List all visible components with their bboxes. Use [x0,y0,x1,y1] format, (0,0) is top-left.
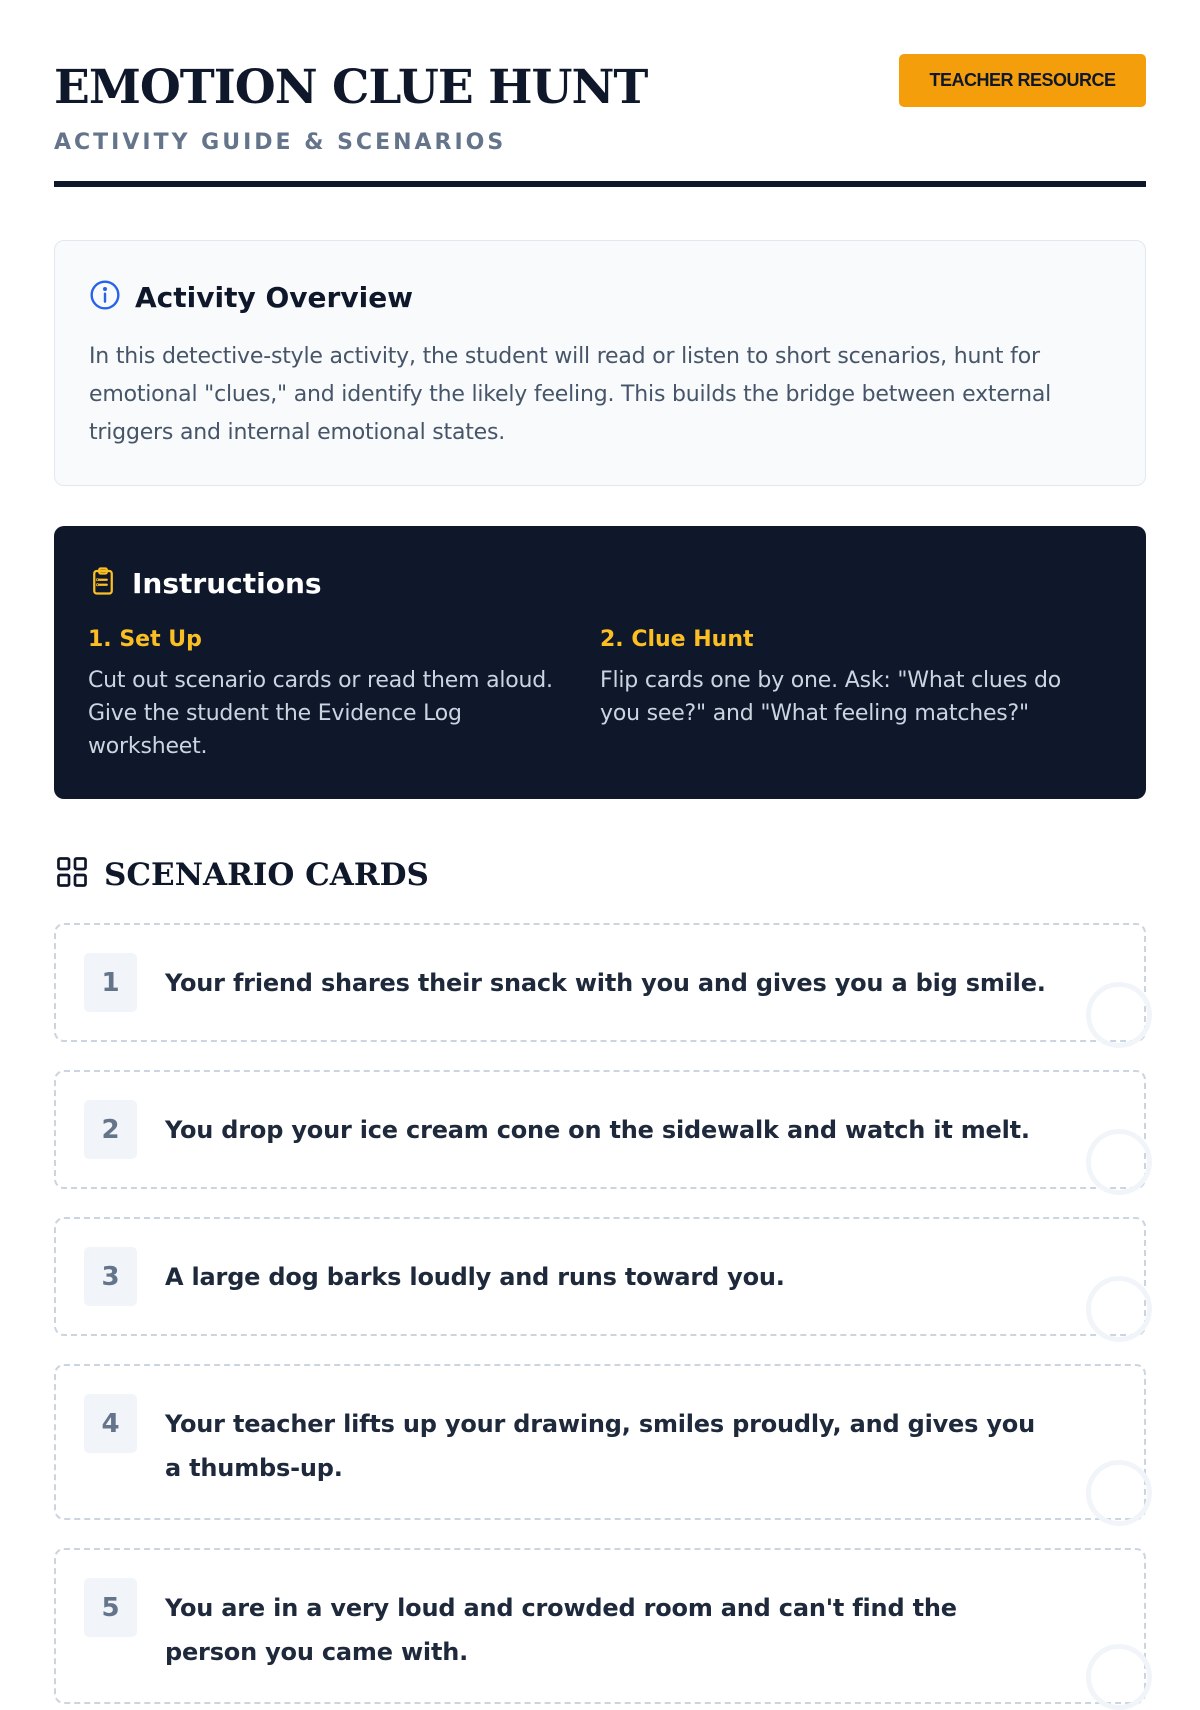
scenario-text: A large dog barks loudly and runs toward you. [165,1263,785,1291]
instructions-card [54,526,1146,799]
instructions-heading: Instructions [132,567,322,600]
scenario-card[interactable] [54,1217,1146,1336]
scenario-number: 1 [84,953,137,1012]
overview-heading: Activity Overview [135,281,414,314]
grid-icon [54,854,90,895]
activity-overview-card [54,240,1146,486]
step-title: 1. Set Up [88,627,202,652]
scenario-text: Your teacher lifts up your drawing, smiles proudly, and gives you a thumbs-up. [165,1410,1035,1482]
scenario-text: You drop your ice cream cone on the sidewalk and watch it melt. [165,1116,1030,1144]
scenario-number: 5 [84,1578,137,1637]
scenario-number: 2 [84,1100,137,1159]
decorative-circle [1086,1460,1152,1526]
page-header [54,0,1146,187]
scenario-card[interactable] [54,1364,1146,1520]
step-text: Cut out scenario cards or read them aloud. Give the student the Evidence Log worksheet. [88,668,553,759]
scenario-number: 3 [84,1247,137,1306]
clipboard-list-icon [88,566,118,601]
teacher-resource-badge: TEACHER RESOURCE [899,54,1146,107]
page-title: EMOTION CLUE HUNT [54,60,648,115]
scenario-text: Your friend shares their snack with you and gives you a big smile. [165,969,1046,997]
overview-body: In this detective-style activity, the student will read or listen to short scenarios, hunt for emotional "clues," and identify the likely feeling. This builds the bridge between external triggers and internal emotional states. [89,344,1052,445]
overview-header [89,279,1111,316]
instruction-steps [88,627,1112,763]
scenario-card[interactable] [54,1548,1146,1704]
decorative-circle [1086,1129,1152,1195]
decorative-circle [1086,982,1152,1048]
page-subtitle: ACTIVITY GUIDE & SCENARIOS [54,130,507,156]
step-clue-hunt [600,627,1112,763]
scenario-text: You are in a very loud and crowded room and can't find the person you came with. [165,1594,957,1666]
decorative-circle [1086,1276,1152,1342]
scenario-section-header [54,854,1146,895]
step-setup [88,627,600,763]
step-title: 2. Clue Hunt [600,627,754,652]
decorative-circle [1086,1644,1152,1710]
scenario-card[interactable] [54,1070,1146,1189]
instructions-header [88,566,1112,601]
scenario-heading: SCENARIO CARDS [104,856,429,893]
step-text: Flip cards one by one. Ask: "What clues do you see?" and "What feeling matches?" [600,668,1062,726]
scenario-number: 4 [84,1394,137,1453]
scenario-card-list [54,923,1146,1704]
scenario-card[interactable] [54,923,1146,1042]
info-icon [89,279,121,316]
